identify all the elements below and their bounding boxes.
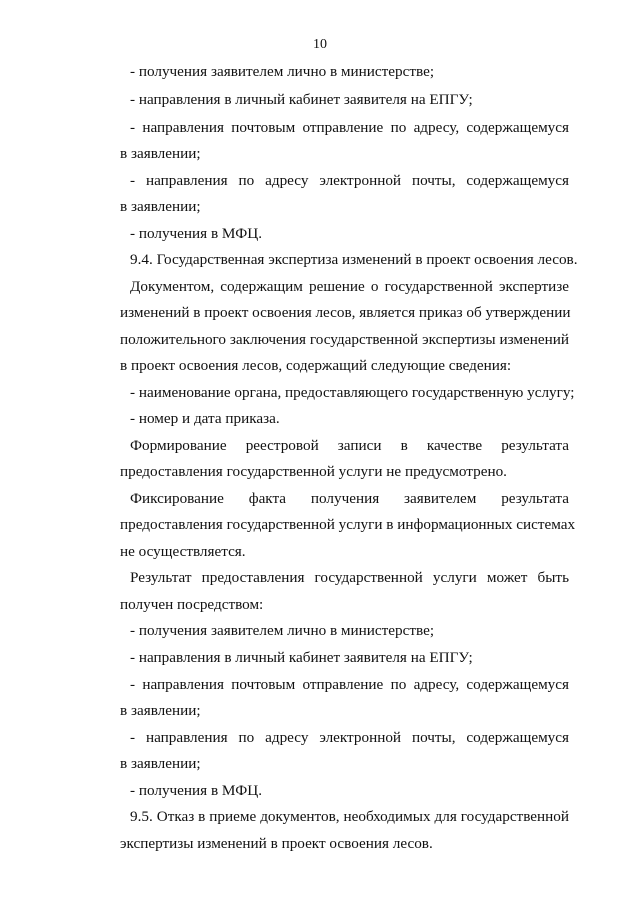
text-line: - получения заявителем лично в министерстве;: [130, 63, 435, 80]
text-line: положительного заключения государственной экспертизы изменений: [120, 331, 569, 348]
text-line: - получения заявителем лично в министерстве;: [130, 622, 435, 639]
text-line: предоставления государственной услуги в информационных системах: [120, 516, 576, 533]
text-line: - получения в МФЦ.: [130, 782, 263, 799]
text-line: Документом, содержащим решение о государственной экспертизе: [130, 278, 569, 295]
text-line: - наименование органа, предоставляющего государственную услугу;: [130, 384, 575, 401]
text-line: экспертизы изменений в проект освоения лесов.: [120, 835, 433, 852]
text-line: - направления по адресу электронной почты, содержащемуся: [130, 172, 569, 189]
text-line: - направления почтовым отправление по адресу, содержащемуся: [130, 676, 569, 693]
text-line: Результат предоставления государственной услуги может быть: [130, 569, 569, 586]
text-line: предоставления государственной услуги не предусмотрено.: [120, 463, 507, 480]
text-line: изменений в проект освоения лесов, является приказ об утверждении: [120, 304, 571, 321]
text-line: не осуществляется.: [120, 543, 246, 560]
text-line: Фиксирование факта получения заявителем результата: [130, 490, 569, 507]
text-line: - направления почтовым отправление по адресу, содержащемуся: [130, 119, 569, 136]
text-line: - номер и дата приказа.: [130, 410, 280, 427]
text-line: в заявлении;: [120, 198, 201, 215]
text-line: получен посредством:: [120, 596, 264, 613]
text-line: 9.5. Отказ в приеме документов, необходимых для государственной: [130, 808, 569, 825]
text-line: - направления в личный кабинет заявителя на ЕПГУ;: [130, 91, 473, 108]
text-line: - получения в МФЦ.: [130, 225, 263, 242]
text-line: - направления по адресу электронной почты, содержащемуся: [130, 729, 569, 746]
text-line: в проект освоения лесов, содержащий следующие сведения:: [120, 357, 512, 374]
text-line: 9.4. Государственная экспертиза изменений в проект освоения лесов.: [130, 251, 578, 268]
page-number: 10: [313, 37, 327, 52]
text-line: в заявлении;: [120, 702, 201, 719]
text-line: - направления в личный кабинет заявителя на ЕПГУ;: [130, 649, 473, 666]
text-line: Формирование реестровой записи в качестве результата: [130, 437, 569, 454]
text-line: в заявлении;: [120, 755, 201, 772]
text-line: в заявлении;: [120, 145, 201, 162]
